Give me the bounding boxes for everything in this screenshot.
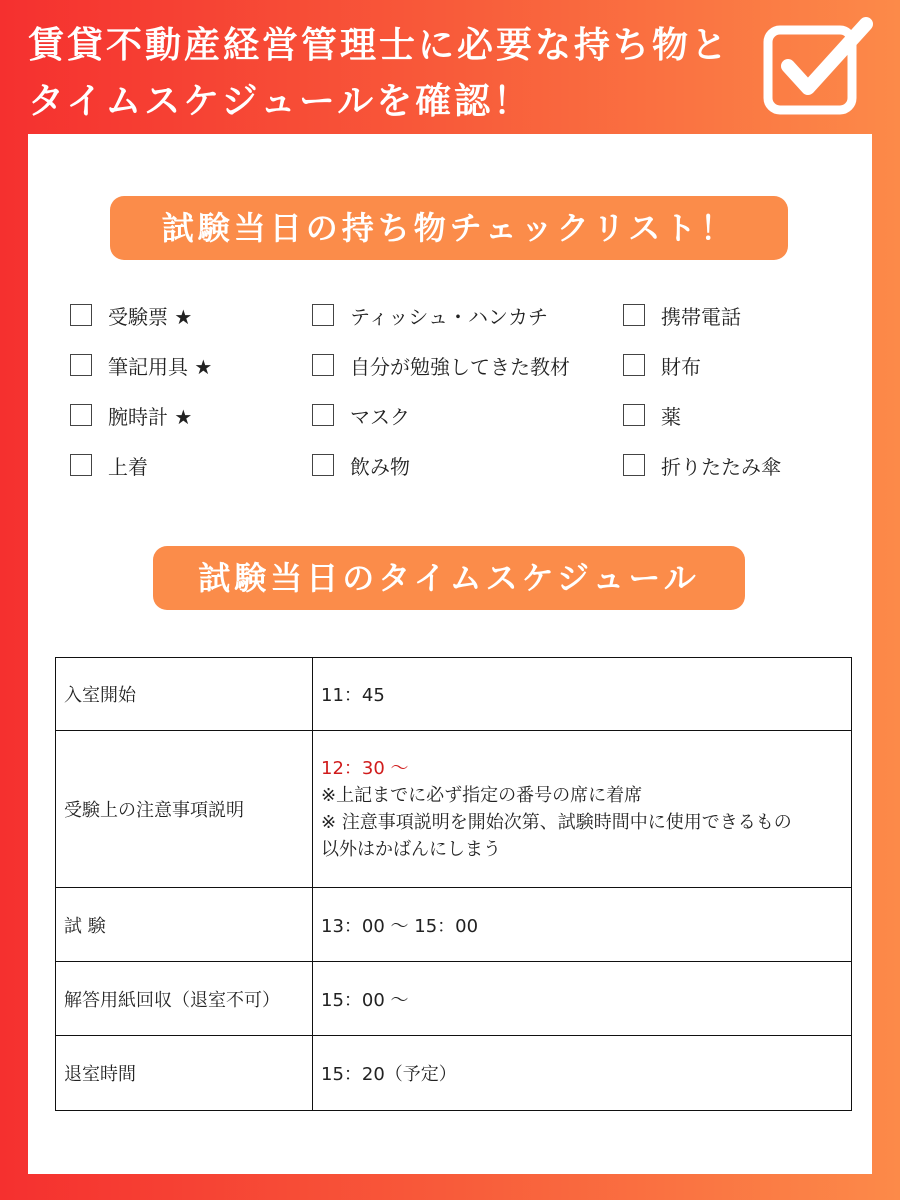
table-row — [56, 1036, 852, 1111]
checklist-item-label: 飲み物 — [350, 454, 410, 479]
schedule-label: 受験上の注意事項説明 — [56, 731, 313, 888]
schedule-time-highlight: 12：30 〜 — [321, 758, 409, 779]
schedule-time: 13：00 〜 15：00 — [313, 888, 852, 962]
checklist-item-label: 受験票 ★ — [108, 304, 193, 329]
schedule-time: 15：00 〜 — [313, 962, 852, 1036]
schedule-time: 11：45 — [313, 658, 852, 731]
schedule-label: 解答用紙回収（退室不可） — [56, 962, 313, 1036]
checkbox-check-icon — [760, 16, 876, 116]
title-line-2: タイムスケジュールを確認！ — [28, 81, 533, 122]
checkbox[interactable] — [312, 304, 334, 326]
schedule-time-cell — [313, 731, 852, 888]
checkbox[interactable] — [623, 354, 645, 376]
checklist-item-label: 折りたたみ傘 — [661, 454, 781, 479]
title-line-1: 賃貸不動産経営管理士に必要な持ち物と — [28, 25, 731, 66]
checklist-item[interactable] — [70, 290, 212, 340]
schedule-heading: 試験当日のタイムスケジュール — [153, 546, 745, 610]
checklist-item[interactable] — [312, 390, 570, 440]
checklist-column-3 — [623, 290, 781, 490]
checkbox[interactable] — [312, 404, 334, 426]
checklist-item[interactable] — [70, 440, 212, 490]
checklist-item[interactable] — [70, 340, 212, 390]
checkbox[interactable] — [312, 454, 334, 476]
checklist-item[interactable] — [623, 440, 781, 490]
schedule-note: ※上記までに必ず指定の番号の席に着席 — [321, 785, 643, 806]
checkbox[interactable] — [70, 404, 92, 426]
table-row — [56, 658, 852, 731]
checklist-item[interactable] — [70, 390, 212, 440]
schedule-note: ※ 注意事項説明を開始次第、試験時間中に使用できるもの — [321, 812, 792, 833]
checkbox[interactable] — [70, 304, 92, 326]
checklist-item-label: 薬 — [661, 404, 681, 429]
schedule-time: 15：20（予定） — [313, 1036, 852, 1111]
checklist-item-label: 携帯電話 — [661, 304, 741, 329]
schedule-label: 入室開始 — [56, 658, 313, 731]
checklist-heading: 試験当日の持ち物チェックリスト！ — [110, 196, 788, 260]
checklist-item[interactable] — [312, 290, 570, 340]
checklist-item-label: 筆記用具 ★ — [108, 354, 213, 379]
checklist-item-label: 財布 — [661, 354, 701, 379]
table-row — [56, 888, 852, 962]
checkbox[interactable] — [623, 304, 645, 326]
schedule-note: 以外はかばんにしまう — [321, 839, 501, 860]
schedule-label: 試 験 — [56, 888, 313, 962]
checkbox[interactable] — [623, 404, 645, 426]
schedule-label: 退室時間 — [56, 1036, 313, 1111]
checklist-item[interactable] — [312, 440, 570, 490]
checkbox[interactable] — [70, 354, 92, 376]
checklist-item-label: マスク — [350, 404, 410, 429]
checkbox[interactable] — [70, 454, 92, 476]
checklist-item[interactable] — [623, 340, 781, 390]
checkbox[interactable] — [312, 354, 334, 376]
page-title — [28, 18, 748, 130]
checkbox[interactable] — [623, 454, 645, 476]
checklist-item[interactable] — [623, 390, 781, 440]
checklist-column-1 — [70, 290, 212, 490]
table-row — [56, 731, 852, 888]
checklist-column-2 — [312, 290, 570, 490]
checklist-item-label: 上着 — [108, 454, 148, 479]
checklist-item-label: 自分が勉強してきた教材 — [350, 354, 570, 379]
table-row — [56, 962, 852, 1036]
checklist-item[interactable] — [623, 290, 781, 340]
checklist-item-label: 腕時計 ★ — [108, 404, 193, 429]
content-card — [28, 134, 872, 1174]
schedule-table — [55, 657, 852, 1111]
checklist-item-label: ティッシュ・ハンカチ — [350, 304, 548, 329]
checklist-item[interactable] — [312, 340, 570, 390]
